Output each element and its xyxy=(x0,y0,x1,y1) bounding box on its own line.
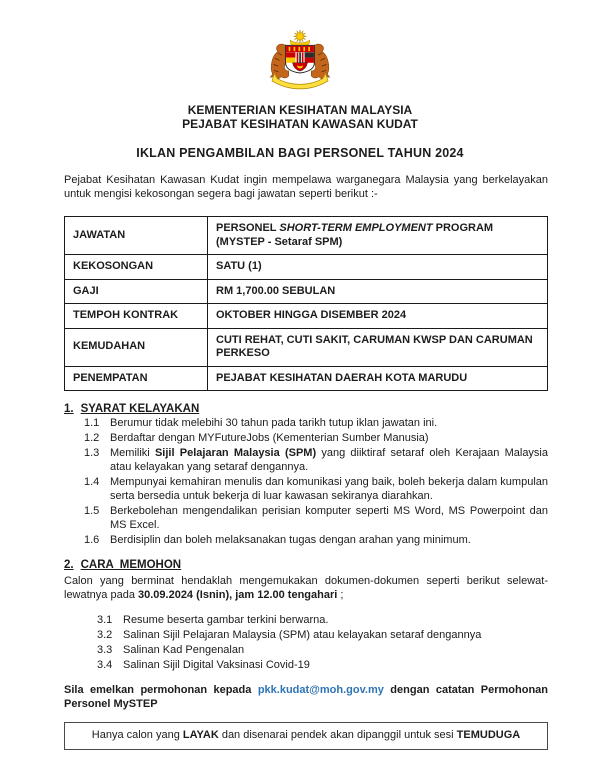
row-label-kemudahan: KEMUDAHAN xyxy=(65,328,208,366)
apply-paragraph xyxy=(64,574,548,602)
table-row-kekosongan xyxy=(65,255,548,280)
org-name-line1: KEMENTERIAN KESIHATAN MALAYSIA xyxy=(187,103,413,117)
org-name-line2: PEJABAT KESIHATAN KAWASAN KUDAT xyxy=(182,117,418,131)
item-text-bold: Sijil Pelajaran Malaysia (SPM) xyxy=(154,447,317,459)
email-link[interactable]: pkk.kudat@moh.gov.my xyxy=(257,684,384,696)
email-text-pre: Sila emelkan permohonan kepada xyxy=(64,684,258,696)
item-number: 1.2 xyxy=(84,432,100,444)
malaysia-coat-of-arms-icon xyxy=(254,28,346,90)
section-syarat-kelayakan xyxy=(64,403,548,547)
section2-heading-text: CARA MEMOHON xyxy=(80,559,182,571)
list-item-3-2 xyxy=(97,628,548,642)
list-item-1-6 xyxy=(84,533,548,547)
row-value-jawatan xyxy=(208,217,548,255)
section2-heading xyxy=(64,559,548,571)
list-item-1-3 xyxy=(84,446,548,474)
jawatan-suffix: PROGRAM xyxy=(432,222,494,234)
item-number: 1.1 xyxy=(84,417,100,429)
table-row-gaji xyxy=(65,279,548,304)
row-label-gaji: GAJI xyxy=(65,279,208,304)
apply-text-post: ; xyxy=(337,589,344,601)
notice-text-pre: Hanya calon yang xyxy=(91,729,183,741)
row-value-kekosongan: SATU (1) xyxy=(208,255,548,280)
item-text: Resume beserta gambar terkini berwarna. xyxy=(123,614,329,626)
item-number: 3.2 xyxy=(97,629,113,641)
table-row-penempatan xyxy=(65,366,548,391)
list-item-3-3 xyxy=(97,643,548,657)
jawatan-prefix: PERSONEL xyxy=(216,222,280,234)
list-item-1-4 xyxy=(84,475,548,503)
row-value-gaji: RM 1,700.00 SEBULAN xyxy=(208,279,548,304)
jawatan-italic: SHORT-TERM EMPLOYMENT xyxy=(279,222,433,234)
email-instruction-paragraph xyxy=(64,683,548,711)
item-number: 1.3 xyxy=(84,447,100,459)
item-text xyxy=(110,446,548,474)
apply-text-pre: Calon yang berminat hendaklah mengemukakan dokumen-dokumen seperti berikut selewat-lewatnya pada xyxy=(64,575,548,601)
footer-notice-box xyxy=(64,722,548,750)
list-item-1-5 xyxy=(84,504,548,532)
item-number: 3.1 xyxy=(97,614,113,626)
row-value-kemudahan: CUTI REHAT, CUTI SAKIT, CARUMAN KWSP DAN CARUMAN PERKESO xyxy=(208,328,548,366)
item-text: Berkebolehan mengendalikan perisian komputer seperti MS Word, MS Powerpoint dan MS Excel. xyxy=(110,505,548,531)
table-row-kemudahan xyxy=(65,328,548,366)
logo-container xyxy=(0,0,600,95)
section1-number: 1. xyxy=(64,403,74,415)
item-number: 1.6 xyxy=(84,534,100,546)
notice-bold-temuduga: TEMUDUGA xyxy=(456,729,521,741)
notice-bold-layak: LAYAK xyxy=(182,729,219,741)
section1-heading xyxy=(64,403,548,415)
section1-heading-text: SYARAT KELAYAKAN xyxy=(80,403,200,415)
list-item-1-1 xyxy=(84,416,548,430)
table-row-jawatan xyxy=(65,217,548,255)
item-text: Mempunyai kemahiran menulis dan komunikasi yang baik, boleh bekerja dalam kumpulan serta bersedia untuk bekerja di luar kawasan sekiranya diarahkan. xyxy=(110,476,548,502)
list-item-3-4 xyxy=(97,658,548,672)
list-item-1-2 xyxy=(84,431,548,445)
row-label-jawatan: JAWATAN xyxy=(65,217,208,255)
page-title: IKLAN PENGAMBILAN BAGI PERSONEL TAHUN 2024 xyxy=(136,146,464,160)
item-number: 1.4 xyxy=(84,476,100,488)
item-text: Salinan Sijil Pelajaran Malaysia (SPM) atau kelayakan setaraf dengannya xyxy=(123,629,482,641)
item-text: Berdaftar dengan MYFutureJobs (Kementerian Sumber Manusia) xyxy=(110,432,429,444)
jawatan-line2: (MYSTEP - Setaraf SPM) xyxy=(216,235,343,248)
row-label-kekosongan: KEKOSONGAN xyxy=(65,255,208,280)
item-text-post: yang diiktiraf setaraf oleh Kerajaan Malaysia atau kelayakan yang setaraf dengannya. xyxy=(110,447,548,473)
item-text: Berumur tidak melebihi 30 tahun pada tarikh tutup iklan jawatan ini. xyxy=(110,417,438,429)
apply-deadline: 30.09.2024 (Isnin), jam 12.00 tengahari xyxy=(138,589,338,601)
section2-number: 2. xyxy=(64,559,74,571)
item-number: 3.4 xyxy=(97,659,113,671)
row-value-tempoh-kontrak: OKTOBER HINGGA DISEMBER 2024 xyxy=(208,304,548,329)
row-label-tempoh-kontrak: TEMPOH KONTRAK xyxy=(65,304,208,329)
item-text: Salinan Kad Pengenalan xyxy=(123,644,245,656)
intro-paragraph: Pejabat Kesihatan Kawasan Kudat ingin mempelawa warganegara Malaysia yang berkelayakan untuk mengisi kekosongan segera bagi jawatan seperti berikut :- xyxy=(64,174,548,200)
notice-text-mid: dan disenarai pendek akan dipanggil untuk sesi xyxy=(218,729,457,741)
row-value-penempatan: PEJABAT KESIHATAN DAERAH KOTA MARUDU xyxy=(208,366,548,391)
item-text: Salinan Sijil Digital Vaksinasi Covid-19 xyxy=(123,659,310,671)
row-label-penempatan: PENEMPATAN xyxy=(65,366,208,391)
job-detail-table xyxy=(64,216,548,391)
item-number: 1.5 xyxy=(84,505,100,517)
list-item-3-1 xyxy=(97,613,548,627)
item-text: Berdisiplin dan boleh melaksanakan tugas dengan arahan yang minimum. xyxy=(110,534,471,546)
email-text-post: dengan catatan Permohonan Personel MySTEP xyxy=(64,684,549,710)
item-number: 3.3 xyxy=(97,644,113,656)
section-cara-memohon xyxy=(64,559,548,672)
table-row-tempoh-kontrak xyxy=(65,304,548,329)
item-text-pre: Memiliki xyxy=(110,447,155,459)
